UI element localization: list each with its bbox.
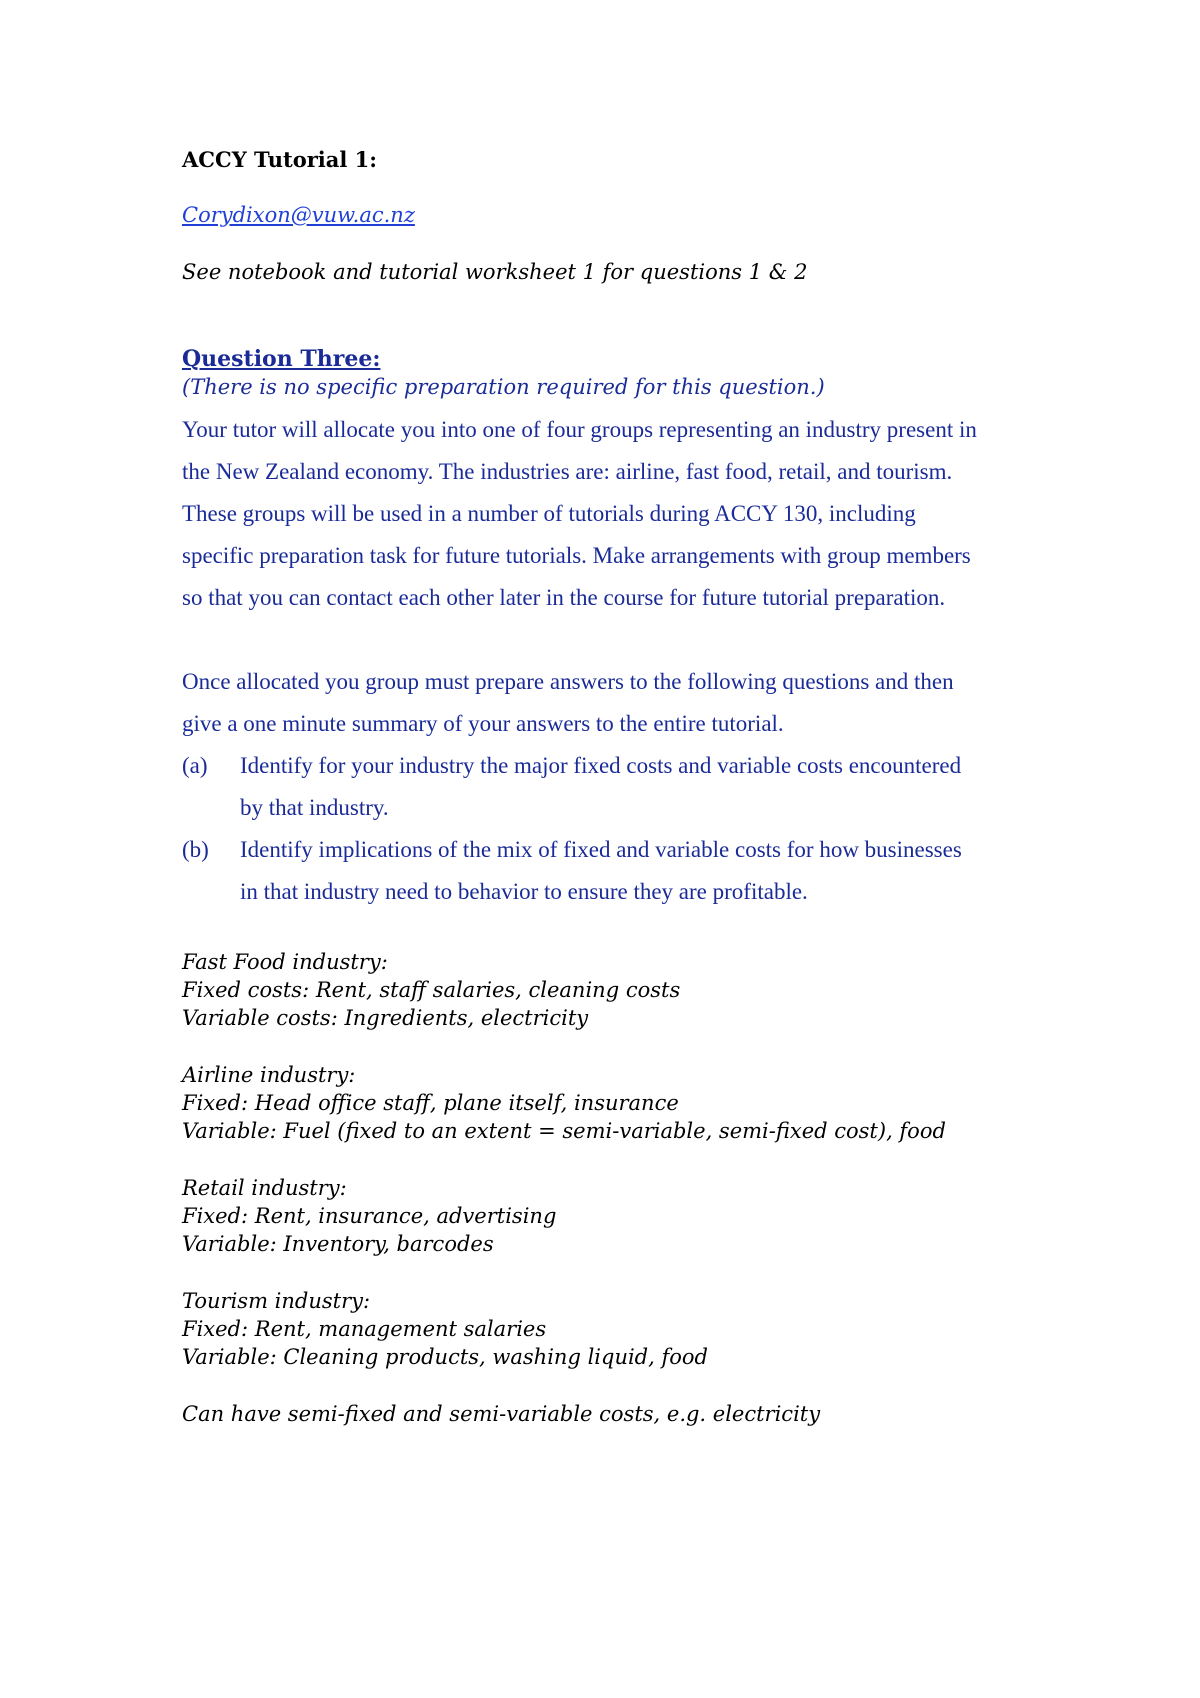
closing-note: Can have semi-fixed and semi-variable costs, e.g. electricity bbox=[182, 1402, 821, 1426]
answer-airline-variable: Variable: Fuel (fixed to an extent = semi-variable, semi-fixed cost), food bbox=[182, 1119, 946, 1143]
paragraph-2-line-2: give a one minute summary of your answers to the entire tutorial. bbox=[182, 711, 784, 736]
answer-fast-food-heading: Fast Food industry: bbox=[182, 950, 388, 974]
paragraph-1-line-4: specific preparation task for future tutorials. Make arrangements with group members bbox=[182, 543, 971, 568]
answer-fast-food-variable: Variable costs: Ingredients, electricity bbox=[182, 1006, 589, 1030]
question-three-heading: Question Three: bbox=[182, 346, 381, 372]
answer-fast-food-fixed: Fixed costs: Rent, staff salaries, cleaning costs bbox=[182, 978, 681, 1002]
paragraph-2-line-1: Once allocated you group must prepare answers to the following questions and then bbox=[182, 669, 954, 694]
item-b-line-1: Identify implications of the mix of fixed and variable costs for how businesses bbox=[240, 837, 962, 862]
item-b-label: (b) bbox=[182, 837, 209, 862]
answer-airline-fixed: Fixed: Head office staff, plane itself, insurance bbox=[182, 1091, 679, 1115]
answer-retail-fixed: Fixed: Rent, insurance, advertising bbox=[182, 1204, 557, 1228]
answer-tourism-heading: Tourism industry: bbox=[182, 1289, 371, 1313]
paragraph-1-line-1: Your tutor will allocate you into one of four groups representing an industry present in bbox=[182, 417, 977, 442]
answer-retail-variable: Variable: Inventory, barcodes bbox=[182, 1232, 494, 1256]
item-b-line-2: in that industry need to behavior to ensure they are profitable. bbox=[240, 879, 808, 904]
item-a-line-1: Identify for your industry the major fixed costs and variable costs encountered bbox=[240, 753, 962, 778]
answer-tourism-fixed: Fixed: Rent, management salaries bbox=[182, 1317, 547, 1341]
paragraph-1-line-3: These groups will be used in a number of tutorials during ACCY 130, including bbox=[182, 501, 916, 526]
paragraph-1-line-2: the New Zealand economy. The industries are: airline, fast food, retail, and tourism. bbox=[182, 459, 953, 484]
answer-airline-heading: Airline industry: bbox=[182, 1063, 356, 1087]
item-a-line-2: by that industry. bbox=[240, 795, 389, 820]
paragraph-1-line-5: so that you can contact each other later in the course for future tutorial preparation. bbox=[182, 585, 946, 610]
document-title: ACCY Tutorial 1: bbox=[182, 147, 377, 172]
answer-retail-heading: Retail industry: bbox=[182, 1176, 347, 1200]
item-a-label: (a) bbox=[182, 753, 208, 778]
intro-note: See notebook and tutorial worksheet 1 for questions 1 & 2 bbox=[182, 260, 808, 284]
answer-tourism-variable: Variable: Cleaning products, washing liquid, food bbox=[182, 1345, 708, 1369]
tutor-email-link[interactable]: Corydixon@vuw.ac.nz bbox=[182, 203, 415, 227]
question-three-note: (There is no specific preparation required for this question.) bbox=[182, 375, 825, 399]
